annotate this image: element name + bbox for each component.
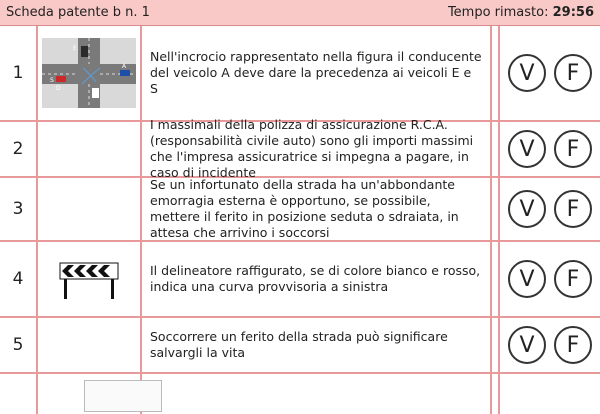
question-row: [0, 117, 600, 180]
answer-divider: [492, 122, 500, 176]
false-button[interactable]: F: [554, 190, 592, 228]
question-text: Soccorrere un ferito della strada può significare salvargli la vita: [142, 318, 492, 372]
answer-divider: [492, 242, 500, 316]
answer-divider: [492, 318, 500, 372]
timer-value: 29:56: [552, 5, 594, 20]
question-row: [0, 178, 600, 242]
answer-buttons: [500, 242, 600, 316]
question-text: I massimali della polizza di assicurazione R.C.A. (responsabilità civile auto) sono gli importi massimi che l'impresa assicuratrice si impegna a pagare, in caso di incidente: [142, 122, 492, 176]
true-button[interactable]: V: [508, 260, 546, 298]
question-row: [0, 26, 600, 122]
question-number: 2: [0, 122, 38, 176]
true-button[interactable]: V: [508, 130, 546, 168]
chevron-delineator-icon: [54, 257, 124, 301]
svg-text:A: A: [122, 63, 127, 70]
question-text: Se un infortunato della strada ha un'abbondante emorragia esterna è opportuno, se possibile, mettere il ferito in posizione seduta o sdraiata, in attesa che arrivino i soccorsi: [142, 178, 492, 240]
false-button[interactable]: F: [554, 130, 592, 168]
answer-divider: [492, 178, 500, 240]
question-number: [0, 374, 38, 414]
answer-buttons: [500, 318, 600, 372]
question-image: [38, 242, 142, 316]
question-row: [0, 374, 600, 414]
answer-divider: [492, 26, 500, 120]
answer-divider: [492, 374, 500, 414]
quiz-header: [0, 0, 600, 26]
answer-buttons: [500, 178, 600, 240]
true-button[interactable]: V: [508, 190, 546, 228]
question-row: [0, 242, 600, 318]
question-text: Il delineatore raffigurato, se di colore bianco e rosso, indica una curva provvisoria a sinistra: [142, 242, 492, 316]
question-image: [38, 26, 142, 120]
question-number: 5: [0, 318, 38, 372]
question-image-empty: [38, 178, 142, 240]
question-image-empty: [38, 122, 142, 176]
question-number: 1: [0, 26, 38, 120]
quiz-title: Scheda patente b n. 1: [6, 5, 150, 20]
question-number: 4: [0, 242, 38, 316]
false-button[interactable]: F: [554, 260, 592, 298]
timer-label: Tempo rimasto:: [447, 5, 549, 20]
svg-text:E: E: [73, 45, 77, 52]
question-number: 3: [0, 178, 38, 240]
question-text: Nell'incrocio rappresentato nella figura il conducente del veicolo A deve dare la precedenza ai veicoli E e S: [142, 26, 492, 120]
svg-text:S: S: [50, 77, 54, 84]
answer-buttons: [500, 26, 600, 120]
answer-buttons: [500, 374, 600, 414]
false-button[interactable]: F: [554, 54, 592, 92]
true-button[interactable]: V: [508, 54, 546, 92]
question-text: [142, 374, 492, 414]
answer-buttons: [500, 122, 600, 176]
question-row: [0, 318, 600, 374]
svg-text:D: D: [56, 85, 61, 92]
question-image: [38, 374, 142, 414]
intersection-diagram-icon: [42, 38, 136, 108]
false-button[interactable]: F: [554, 326, 592, 364]
true-button[interactable]: V: [508, 326, 546, 364]
question-image-empty: [38, 318, 142, 372]
timer: [448, 5, 594, 20]
